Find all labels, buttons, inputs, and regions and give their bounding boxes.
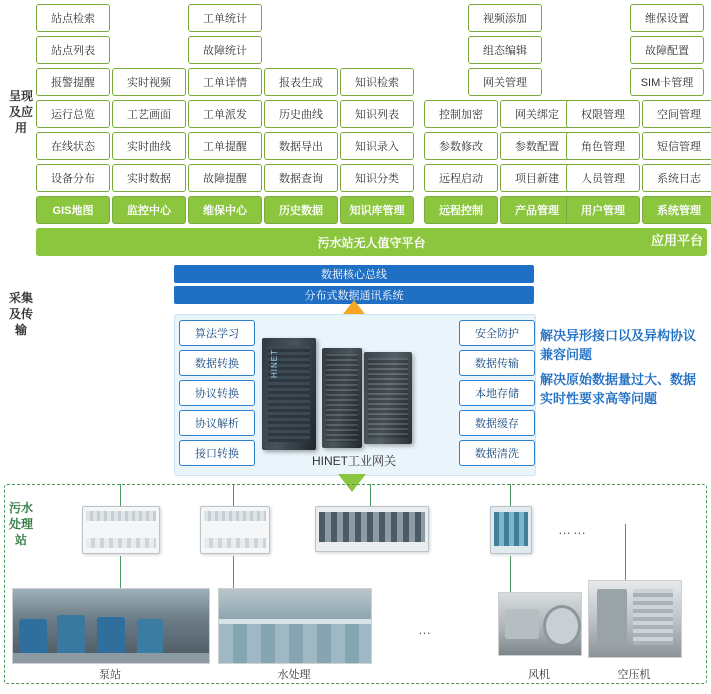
grid-cell[interactable]: 工单详情: [188, 68, 262, 96]
plc-device: [82, 506, 160, 554]
grid-cell-active[interactable]: 历史数据: [264, 196, 338, 224]
data-core-bus: 数据核心总线: [174, 265, 534, 283]
grid-cell[interactable]: 实时视频: [112, 68, 186, 96]
grid-cell[interactable]: 知识分类: [340, 164, 414, 192]
ellipsis-devices: ……: [558, 522, 588, 537]
grid-cell[interactable]: 角色管理: [566, 132, 640, 160]
grid-cell-active[interactable]: 维保中心: [188, 196, 262, 224]
gateway-left-button[interactable]: 协议解析: [179, 410, 255, 436]
gateway-left-button[interactable]: 协议转换: [179, 380, 255, 406]
platform-bar: 污水站无人值守平台: [36, 228, 707, 256]
grid-cell[interactable]: 人员管理: [566, 164, 640, 192]
grid-cell[interactable]: 实时数据: [112, 164, 186, 192]
grid-cell[interactable]: 网关管理: [468, 68, 542, 96]
grid-cell[interactable]: 设备分布: [36, 164, 110, 192]
grid-cell[interactable]: 空间管理: [642, 100, 711, 128]
grid-cell[interactable]: 工单统计: [188, 4, 262, 32]
grid-cell[interactable]: 数据查询: [264, 164, 338, 192]
grid-cell-active[interactable]: 远程控制: [424, 196, 498, 224]
grid-cell[interactable]: 故障统计: [188, 36, 262, 64]
gateway-right-button[interactable]: 数据清洗: [459, 440, 535, 466]
note-data-volume: 解决原始数据量过大、数据实时性要求高等问题: [540, 372, 697, 406]
gateway-right-button[interactable]: 数据缓存: [459, 410, 535, 436]
photo-water-treatment: [218, 588, 372, 664]
photo-pump-station: [12, 588, 210, 664]
grid-cell[interactable]: 权限管理: [566, 100, 640, 128]
grid-cell[interactable]: 工艺画面: [112, 100, 186, 128]
gateway-device-tertiary: [364, 352, 412, 444]
caption-blower: 风机: [528, 669, 550, 681]
distributed-bus: 分布式数据通讯系统: [174, 286, 534, 304]
caption-water-treatment: 水处理: [277, 669, 311, 681]
photo-air-compressor: [588, 580, 682, 658]
note-protocol: 解决异形接口以及异构协议兼容问题: [540, 328, 697, 362]
grid-cell[interactable]: SIM卡管理: [630, 68, 704, 96]
grid-cell[interactable]: 工单派发: [188, 100, 262, 128]
plc-device: [490, 506, 532, 554]
grid-cell[interactable]: 远程启动: [424, 164, 498, 192]
gateway-left-button[interactable]: 数据转换: [179, 350, 255, 376]
grid-cell-active[interactable]: 监控中心: [112, 196, 186, 224]
grid-cell[interactable]: 故障提醒: [188, 164, 262, 192]
left-label-station: 污水处理站: [8, 501, 33, 547]
gateway-left-button[interactable]: 接口转换: [179, 440, 255, 466]
grid-cell[interactable]: 组态编辑: [468, 36, 542, 64]
gateway-device-main: [262, 338, 316, 450]
grid-cell[interactable]: 系统日志: [642, 164, 711, 192]
platform-tag: 应用平台: [650, 233, 703, 248]
grid-cell[interactable]: 参数修改: [424, 132, 498, 160]
gateway-right-button[interactable]: 数据传输: [459, 350, 535, 376]
grid-cell[interactable]: 短信管理: [642, 132, 711, 160]
gateway-caption: HINET工业网关: [311, 454, 396, 468]
grid-cell[interactable]: 历史曲线: [264, 100, 338, 128]
grid-cell[interactable]: 站点检索: [36, 4, 110, 32]
grid-cell[interactable]: 故障配置: [630, 36, 704, 64]
grid-cell[interactable]: 控制加密: [424, 100, 498, 128]
grid-cell[interactable]: 报警提醒: [36, 68, 110, 96]
caption-pump-station: 泵站: [99, 669, 121, 681]
grid-cell[interactable]: 数据导出: [264, 132, 338, 160]
photo-blower: [498, 592, 582, 656]
gateway-right-button[interactable]: 安全防护: [459, 320, 535, 346]
ellipsis-photos: …: [418, 622, 433, 637]
grid-cell[interactable]: 运行总览: [36, 100, 110, 128]
grid-cell[interactable]: 工单提醒: [188, 132, 262, 160]
grid-cell-active[interactable]: 知识库管理: [340, 196, 414, 224]
grid-cell-active[interactable]: 系统管理: [642, 196, 711, 224]
caption-air-compressor: 空压机: [617, 669, 651, 681]
grid-cell[interactable]: 在线状态: [36, 132, 110, 160]
grid-cell[interactable]: 报表生成: [264, 68, 338, 96]
grid-cell-active[interactable]: GIS地图: [36, 196, 110, 224]
grid-cell-active[interactable]: 用户管理: [566, 196, 640, 224]
grid-cell[interactable]: 参数配置: [500, 132, 574, 160]
gateway-device-label: HINET: [270, 349, 279, 378]
gateway-device-secondary: [322, 348, 362, 448]
grid-cell[interactable]: 视频添加: [468, 4, 542, 32]
grid-cell[interactable]: 项目新建: [500, 164, 574, 192]
plc-device: [200, 506, 270, 554]
grid-cell[interactable]: 知识检索: [340, 68, 414, 96]
grid-cell[interactable]: 知识录入: [340, 132, 414, 160]
left-label-application: 呈现及应用: [8, 89, 33, 135]
connector-line: [233, 556, 234, 588]
gateway-left-button[interactable]: 算法学习: [179, 320, 255, 346]
grid-cell[interactable]: 网关绑定: [500, 100, 574, 128]
connector-line: [120, 556, 121, 588]
grid-cell-active[interactable]: 产品管理: [500, 196, 574, 224]
gateway-right-button[interactable]: 本地存储: [459, 380, 535, 406]
left-label-collection: 采集及传输: [8, 291, 33, 337]
plc-rack: [315, 506, 429, 552]
grid-cell[interactable]: 实时曲线: [112, 132, 186, 160]
grid-cell[interactable]: 维保设置: [630, 4, 704, 32]
grid-cell[interactable]: 知识列表: [340, 100, 414, 128]
grid-cell[interactable]: 站点列表: [36, 36, 110, 64]
